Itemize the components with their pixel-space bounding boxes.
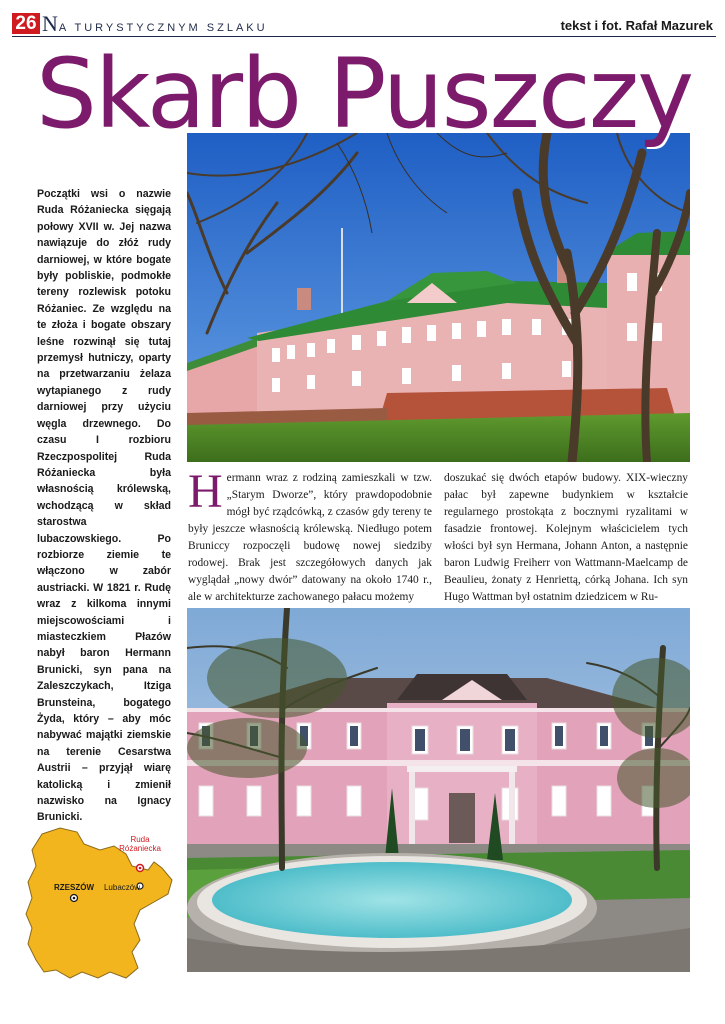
- map-label-ruda-line2: Różaniecka: [119, 844, 161, 853]
- body-column-1: [188, 465, 432, 606]
- header-rule: [12, 36, 716, 37]
- palace-photo-top: [187, 133, 690, 462]
- palace-fountain-photo: [187, 608, 690, 972]
- map-label-ruda-line1: Ruda: [130, 835, 150, 844]
- author-credit: tekst i fot. Rafał Mazurek: [560, 18, 713, 33]
- body-column-2: doszukać się dwóch etapów budowy. XIX-wieczny pałac był zapewne budynkiem w kształcie regularnego prostokąta z bocznymi ryzalitami w fasadzie frontowej. Kolejnym właścicielem tych włości był syn Hermana, Johann Anton, a następnie baron Ludwig Freiherr von Wattmann-Maelcamp de Beaulieu, żonaty z Henriettą, córką Johana. Ich syn Hugo Wattman był ostatnim dziedzicem w Ru-: [444, 472, 688, 603]
- drop-cap: H: [188, 465, 223, 518]
- map-label-lubaczow: Lubaczów: [103, 883, 141, 892]
- rubric-initial: N: [42, 11, 58, 36]
- article-title: Skarb Puszczy: [36, 38, 693, 150]
- page-number: 26: [12, 13, 40, 34]
- rubric-text: A TURYSTYCZNYM SZLAKU: [58, 22, 268, 34]
- section-rubric: [42, 12, 268, 36]
- region-map: [22, 822, 187, 984]
- map-label-rzeszow: RZESZÓW: [54, 883, 94, 892]
- body-column-1-text: ermann wraz z rodziną zamieszkali w tzw. „Starym Dworze”, który prawdopodobnie mógł być rządcówką, z czasów gdy tereny te były jeszcze własnością królewską. Niedługo potem Bruniccy rozpoczęli budowę nowej siedziby rodowej. Brak jest szczegółowych danych jak wyglądał „nowy dwór” datowany na około 1740 r., ale w architekturze zachowanego pałacu możemy: [188, 472, 432, 603]
- lead-paragraph: Początki wsi o nazwie Ruda Różaniecka sięgają połowy XVII w. Jej nazwa nawiązuje do złóż rudy darniowej, w które bogate były pobliskie, podmokłe tereny rozlewisk potoku Różaniec. Ze względu na te złoża i bogate obszary leśne rozwinął się tutaj przemysł hutniczy, oparty na przetwarzaniu żelaza wytapianego z rudy darniowej przy użyciu węgla drzewnego. Do czasu I rozbioru Rzeczpospolitej Ruda Różaniecka była własnością królewską, wchodzącą w skład starostwa lubaczowskiego. Po rozbiorze ziemie te włączono w zabór austriacki. W 1821 r. Rudę wraz z kilkoma innymi miejscowościami i miasteczkiem Płazów nabył baron Hermann Brunicki, syn pana na Zaleszczykach, Itziga Brunsteina, bogatego Żyda, który – aby móc nabywać majątki ziemskie na terenie Cesarstwa Austrii – przyjął wiarę katolicką i zmienił nazwisko na Ignacy Brunicki.: [37, 188, 171, 824]
